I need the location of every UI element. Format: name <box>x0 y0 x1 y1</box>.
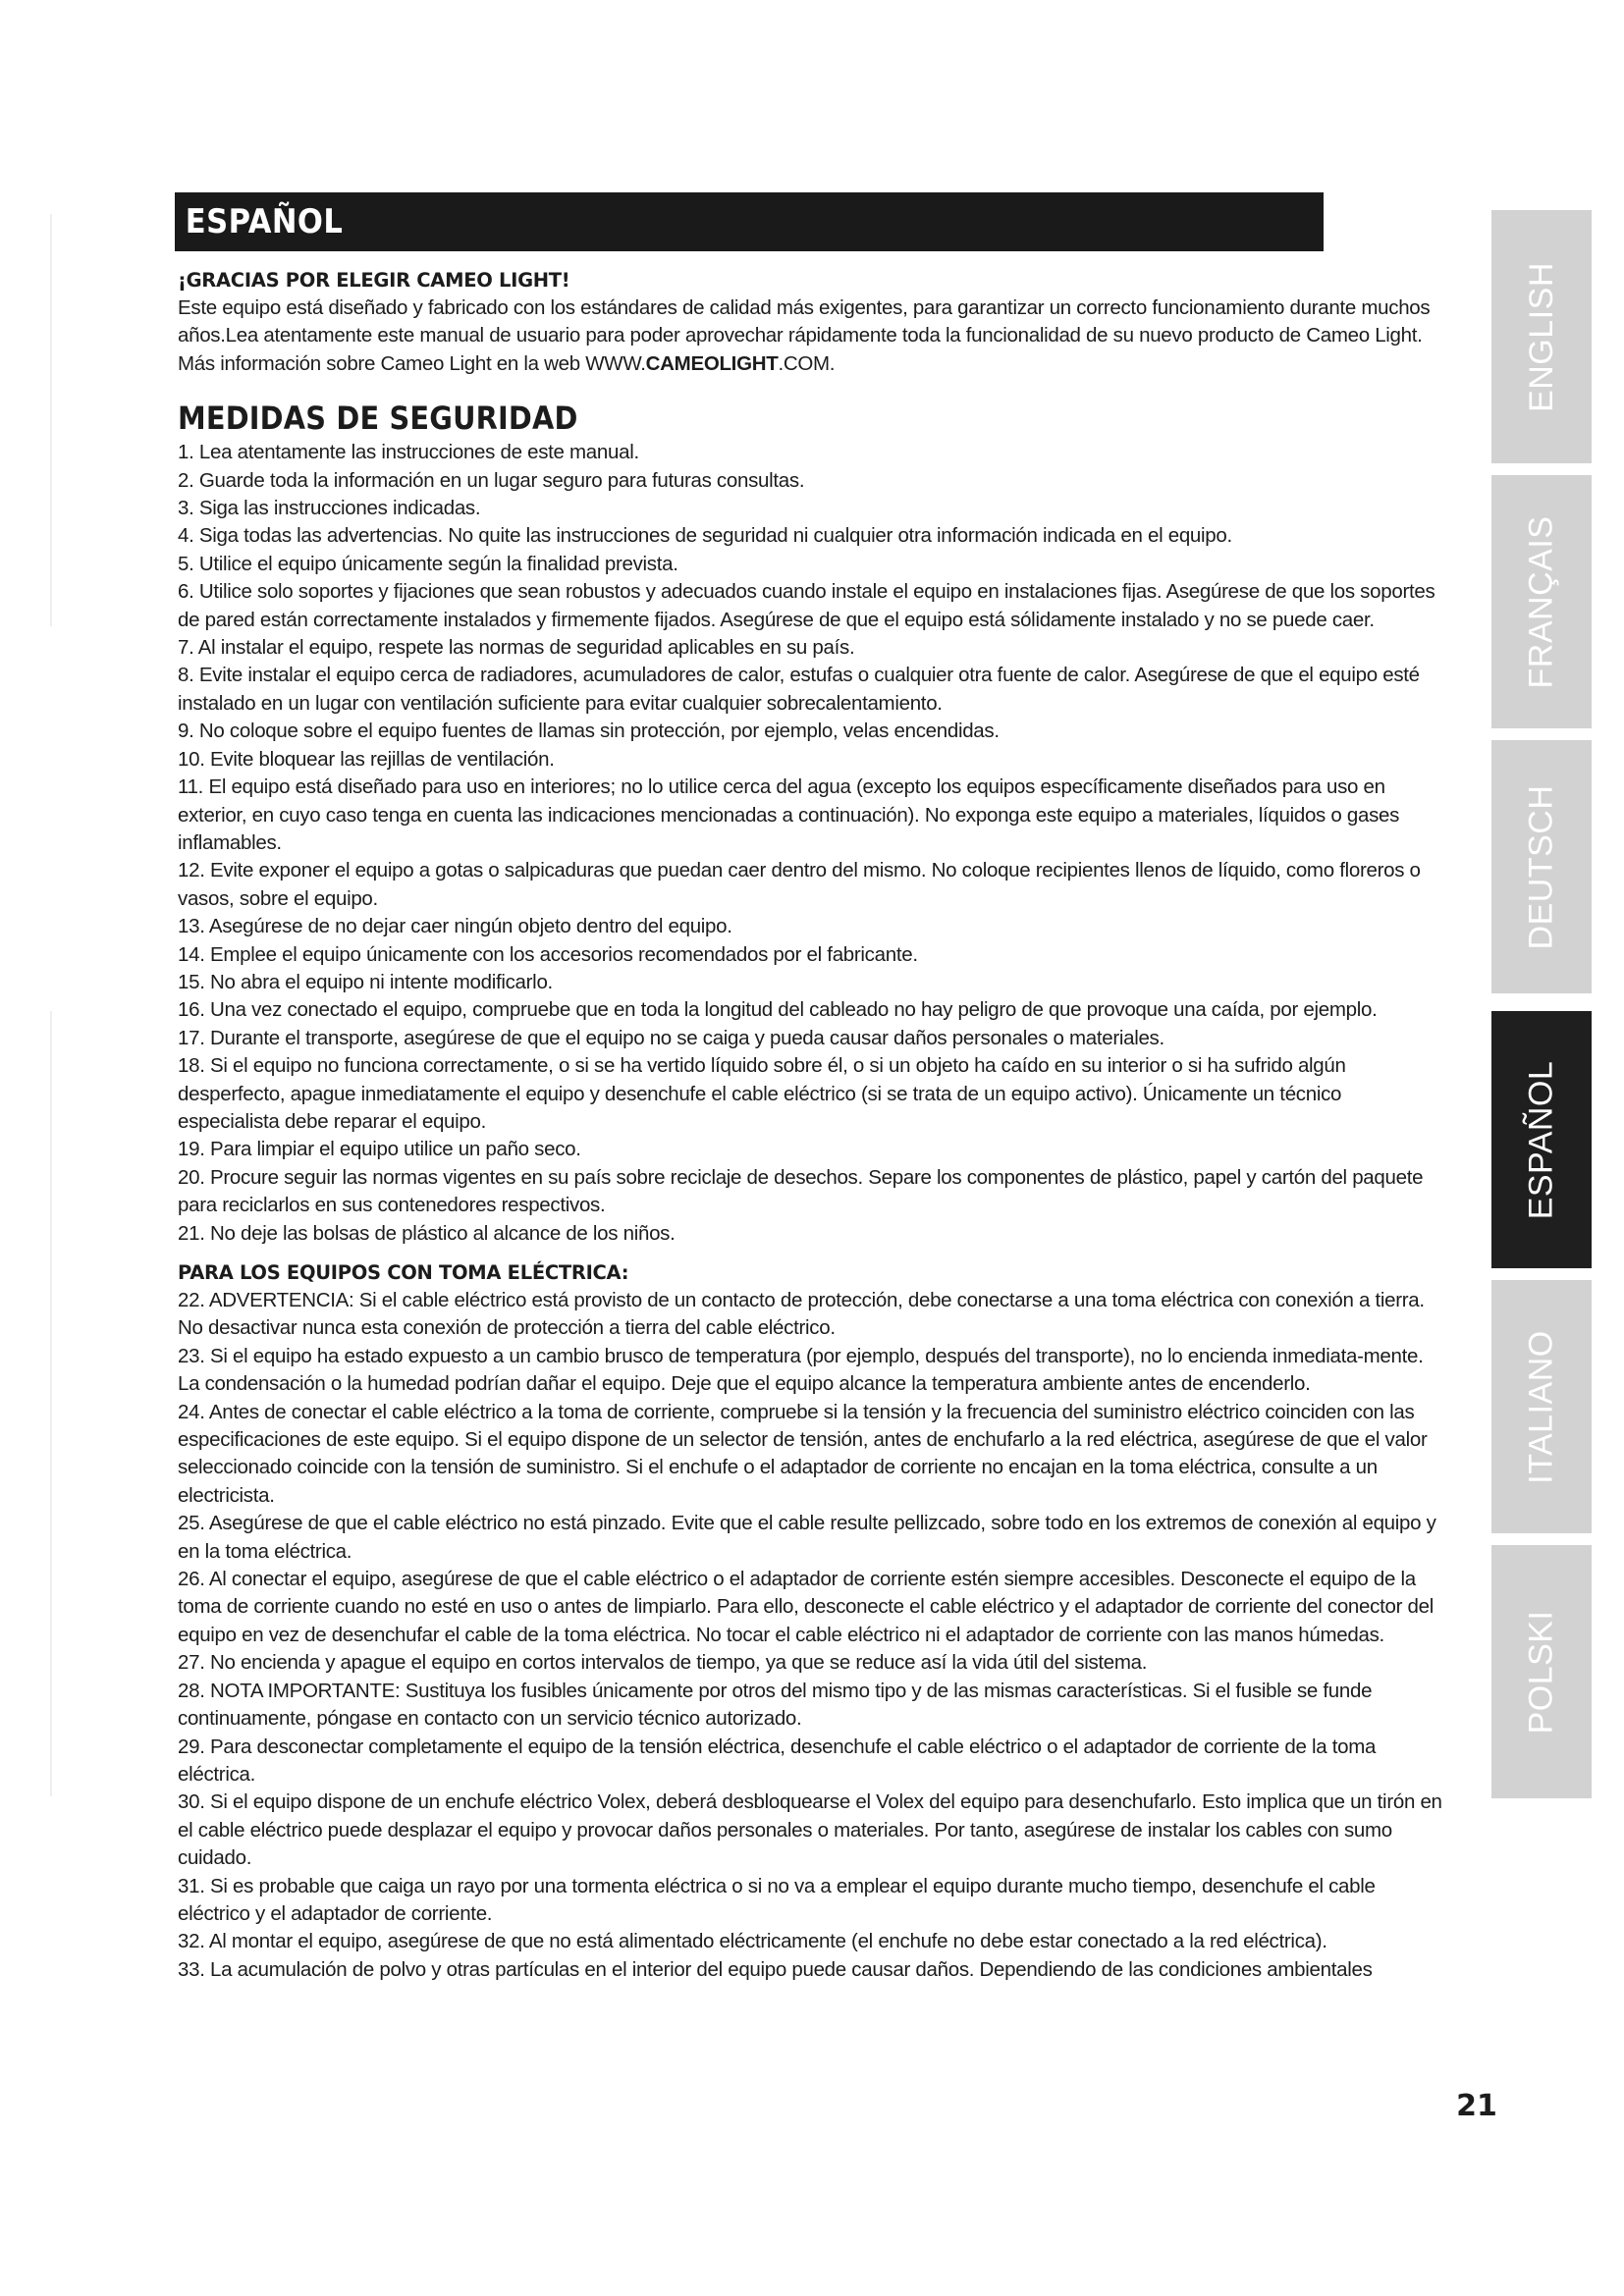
tab-english[interactable] <box>1491 210 1592 463</box>
safety-section-title: MEDIDAS DE SEGURIDAD <box>178 400 578 438</box>
list-item: 8. Evite instalar el equipo cerca de radiadores, acumuladores de calor, estufas o cualquier otra fuente de calor. Asegúrese de que el equipo esté instalado en un lugar con ventilación suficiente para evitar cualquier sobrecalentamiento. <box>178 664 1420 715</box>
tab-label: DEUTSCH <box>1522 784 1560 949</box>
tab-label: POLSKI <box>1522 1610 1560 1734</box>
list-item: 15. No abra el equipo ni intente modificarlo. <box>178 970 553 993</box>
tab-label: ENGLISH <box>1522 261 1560 412</box>
tab-polski[interactable] <box>1491 1545 1592 1798</box>
list-item: 18. Si el equipo no funciona correctamente, o si se ha vertido líquido sobre él, o si un objeto ha caído en su interior o si ha sufrido algún desperfecto, apague inmediatamente el equipo y desenchufe el cable eléctrico (si se trata de un equipo activo). Únicamente un técnico especialista debe reparar el equipo. <box>178 1054 1346 1133</box>
tab-francais[interactable] <box>1491 475 1592 728</box>
list-item: 11. El equipo está diseñado para uso en interiores; no lo utilice cerca del agua (excepto los equipos específicamente diseñados para uso en exterior, en cuyo caso tenga en cuenta las indicaciones mencionadas a continuación). No exponga este equipo a materiales, líquidos o gases inflamables. <box>178 775 1400 854</box>
tab-italiano[interactable] <box>1491 1280 1592 1533</box>
list-item: 28. NOTA IMPORTANTE: Sustituya los fusibles únicamente por otros del mismo tipo y de las mismas características. Si el fusible se funde continuamente, póngase en contacto con un servicio técnico autorizado. <box>178 1679 1373 1731</box>
tab-label: ESPAÑOL <box>1522 1060 1560 1219</box>
list-item: 13. Asegúrese de no dejar caer ningún objeto dentro del equipo. <box>178 915 732 938</box>
list-item: 19. Para limpiar el equipo utilice un paño seco. <box>178 1138 581 1161</box>
thanks-title: ¡GRACIAS POR ELEGIR CAMEO LIGHT! <box>178 269 570 292</box>
list-item: 26. Al conectar el equipo, asegúrese de que el cable eléctrico o el adaptador de corriente estén siempre accesibles. Desconecte el equipo de la toma de corriente cuando no esté en uso o antes de limpiarlo. Para ello, desconecte el cable eléctrico y el adaptador de corriente del conector del equipo en vez de desenchufar el cable de la toma eléctrica. No tocar el cable eléctrico ni el adaptador de corriente con las manos húmedas. <box>178 1568 1434 1646</box>
list-item: 31. Si es probable que caiga un rayo por una tormenta eléctrica o si no va a emplear el equipo durante mucho tiempo, desenchufe el cable eléctrico y el adaptador de corriente. <box>178 1874 1376 1925</box>
list-item: 12. Evite exponer el equipo a gotas o salpicaduras que puedan caer dentro del mismo. No coloque recipientes llenos de líquido, como floreros o vasos, sobre el equipo. <box>178 859 1421 910</box>
list-item: 4. Siga todas las advertencias. No quite las instrucciones de seguridad ni cualquier otra información indicada en el equipo. <box>178 524 1232 548</box>
intro-paragraph <box>178 294 1448 378</box>
electrical-section-title: PARA LOS EQUIPOS CON TOMA ELÉCTRICA: <box>178 1261 629 1284</box>
electrical-list <box>178 1287 1448 1984</box>
tab-label: ITALIANO <box>1522 1329 1560 1484</box>
list-item: 24. Antes de conectar el cable eléctrico a la toma de corriente, compruebe si la tensión y la frecuencia del suministro eléctrico coinciden con las especificaciones de este equipo. Si el equipo dispone de un selector de tensión, antes de enchufarlo a la red eléctrica, asegúrese de que el valor seleccionado coincide con la tensión de suministro. Si el enchufe o el adaptador de corriente no encajan en la toma eléctrica, consulte a un electricista. <box>178 1400 1428 1507</box>
intro-text: Este equipo está diseñado y fabricado con los estándares de calidad más exigentes, para garantizar un correcto funcionamiento durante muchos años.Lea atentamente este manual de usuario para poder aprovechar rápidamente toda la funcionalidad de su nuevo producto de Cameo Light. Más información sobre Cameo Light en la web WWW. <box>178 296 1431 375</box>
main-content <box>178 267 1448 1984</box>
tab-label: FRANÇAIS <box>1522 515 1560 688</box>
list-item: 6. Utilice solo soportes y fijaciones que sean robustos y adecuados cuando instale el equipo en instalaciones fijas. Asegúrese de que los soportes de pared están correctamente instalados y firmemente fijados. Asegúrese de que el equipo está sólidamente instalado y no se puede caer. <box>178 580 1435 631</box>
safety-list <box>178 439 1448 1248</box>
list-item: 23. Si el equipo ha estado expuesto a un cambio brusco de temperatura (por ejemplo, después del transporte), no lo encienda inmediata-mente. La condensación o la humedad podrían dañar el equipo. Deje que el equipo alcance la temperatura ambiente antes de encenderlo. <box>178 1344 1424 1396</box>
list-item: 9. No coloque sobre el equipo fuentes de llamas sin protección, por ejemplo, velas encendidas. <box>178 720 1000 743</box>
tab-deutsch[interactable] <box>1491 740 1592 993</box>
list-item: 14. Emplee el equipo únicamente con los accesorios recomendados por el fabricante. <box>178 942 918 966</box>
page-edge-line <box>50 214 52 626</box>
language-header-bar: ESPAÑOL <box>175 192 1324 251</box>
list-item: 32. Al montar el equipo, asegúrese de que no está alimentado eléctricamente (el enchufe no debe estar conectado a la red eléctrica). <box>178 1930 1327 1953</box>
list-item: 2. Guarde toda la información en un lugar seguro para futuras consultas. <box>178 468 805 492</box>
list-item: 3. Siga las instrucciones indicadas. <box>178 497 481 520</box>
list-item: 20. Procure seguir las normas vigentes en su país sobre reciclaje de desechos. Separe los componentes de plástico, papel y cartón del paquete para reciclarlos en sus contenedores respectivos. <box>178 1165 1424 1217</box>
page-edge-line <box>50 1011 52 1796</box>
tab-espanol[interactable] <box>1491 1011 1592 1268</box>
list-item: 25. Asegúrese de que el cable eléctrico no está pinzado. Evite que el cable resulte pellizcado, sobre todo en los extremos de conexión al equipo y en la toma eléctrica. <box>178 1512 1436 1563</box>
list-item: 22. ADVERTENCIA: Si el cable eléctrico está provisto de un contacto de protección, debe conectarse a una toma eléctrica con conexión a tierra. No desactivar nunca esta conexión de protección a tierra del cable eléctrico. <box>178 1289 1425 1340</box>
list-item: 30. Si el equipo dispone de un enchufe eléctrico Volex, deberá desbloquearse el Volex del equipo para desenchufarlo. Esto implica que un tirón en el cable eléctrico puede desplazar el equipo y provocar daños personales o materiales. Por tanto, asegúrese de instalar los cables con sumo cuidado. <box>178 1790 1442 1870</box>
list-item: 29. Para desconectar completamente el equipo de la tensión eléctrica, desenchufe el cable eléctrico o el adaptador de corriente de la toma eléctrica. <box>178 1735 1377 1786</box>
page-number: 21 <box>1456 2089 1497 2123</box>
list-item: 5. Utilice el equipo únicamente según la finalidad prevista. <box>178 552 678 575</box>
website-suffix: .COM. <box>778 351 836 375</box>
list-item: 17. Durante el transporte, asegúrese de que el equipo no se caiga y pueda causar daños personales o materiales. <box>178 1026 1164 1049</box>
website-brand: CAMEOLIGHT <box>645 351 779 375</box>
list-item: 16. Una vez conectado el equipo, compruebe que en toda la longitud del cableado no hay peligro de que provoque una caída, por ejemplo. <box>178 998 1378 1022</box>
list-item: 7. Al instalar el equipo, respete las normas de seguridad aplicables en su país. <box>178 636 855 660</box>
list-item: 1. Lea atentamente las instrucciones de este manual. <box>178 441 639 464</box>
list-item: 33. La acumulación de polvo y otras partículas en el interior del equipo puede causar daños. Dependiendo de las condiciones ambientales <box>178 1957 1373 1981</box>
list-item: 27. No encienda y apague el equipo en cortos intervalos de tiempo, ya que se reduce así la vida útil del sistema. <box>178 1651 1148 1675</box>
list-item: 21. No deje las bolsas de plástico al alcance de los niños. <box>178 1221 676 1245</box>
list-item: 10. Evite bloquear las rejillas de ventilación. <box>178 747 555 771</box>
